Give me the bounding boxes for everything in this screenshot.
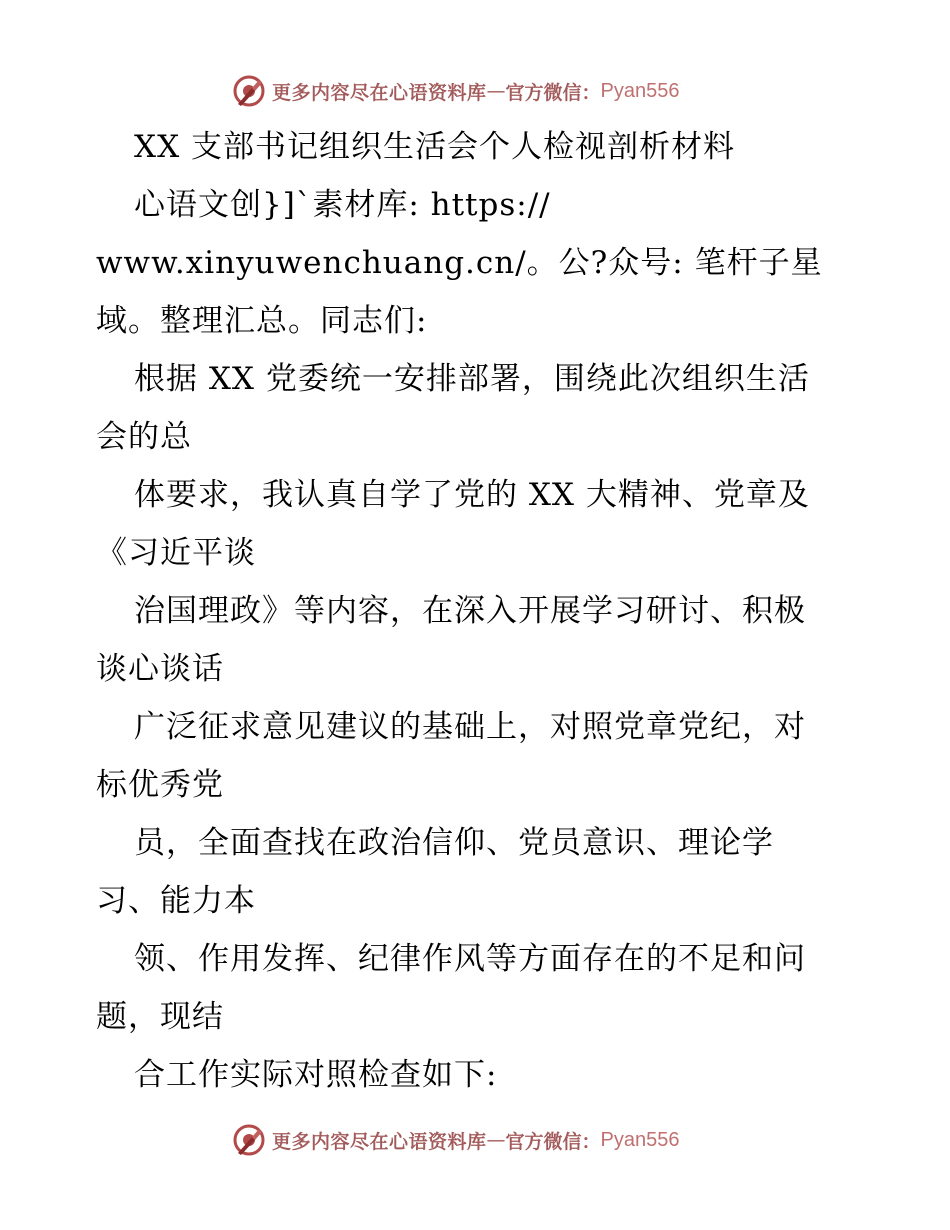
text-line: 合工作实际对照检查如下: bbox=[134, 1057, 498, 1093]
text-line: 会的总 bbox=[96, 419, 192, 455]
watermark-official-label: 官方微信： bbox=[505, 81, 601, 104]
text-line: 员，全面查找在政治信仰、党员意识、理论学 bbox=[134, 825, 774, 861]
text-line: 治国理政》等内容，在深入开展学习研讨、积极 bbox=[134, 593, 806, 629]
document-title: XX 支部书记组织生活会个人检视剖析材料 bbox=[134, 129, 735, 165]
text-line: 谈心谈话 bbox=[96, 651, 224, 687]
text-line: 广泛征求意见建议的基础上，对照党章党纪，对 bbox=[134, 709, 806, 745]
text-line: 心语文创}]`素材库: https:// bbox=[134, 187, 551, 223]
text-line: 体要求，我认真自学了党的 XX 大精神、党章及 bbox=[134, 477, 810, 513]
text-line: 根据 XX 党委统一安排部署，围绕此次组织生活 bbox=[134, 361, 810, 397]
text-line: www.xinyuwenchuang.cn/。公?众号: 笔杆子星 bbox=[96, 245, 823, 281]
header-watermark bbox=[232, 71, 680, 111]
text-line: 域。整理汇总。同志们: bbox=[96, 303, 428, 339]
text-line: 《习近平谈 bbox=[96, 535, 256, 571]
text-line: 题，现结 bbox=[96, 999, 224, 1035]
text-line: 标优秀党 bbox=[96, 767, 224, 803]
watermark-official-label: 官方微信： bbox=[505, 1130, 601, 1153]
watermark-wechat-id: Pyan556 bbox=[600, 1128, 680, 1151]
watermark-brand: 更多内容尽在心语资料库 bbox=[272, 1130, 487, 1153]
document-body bbox=[96, 118, 856, 1104]
pen-logo-icon bbox=[232, 1123, 266, 1157]
watermark-separator: — bbox=[486, 80, 506, 102]
watermark-wechat-id: Pyan556 bbox=[600, 79, 680, 102]
watermark-brand: 更多内容尽在心语资料库 bbox=[272, 81, 487, 104]
pen-logo-icon bbox=[232, 74, 266, 108]
footer-watermark bbox=[232, 1120, 680, 1160]
text-line: 习、能力本 bbox=[96, 883, 256, 919]
text-line: 领、作用发挥、纪律作风等方面存在的不足和问 bbox=[134, 941, 806, 977]
watermark-separator: — bbox=[486, 1129, 506, 1151]
